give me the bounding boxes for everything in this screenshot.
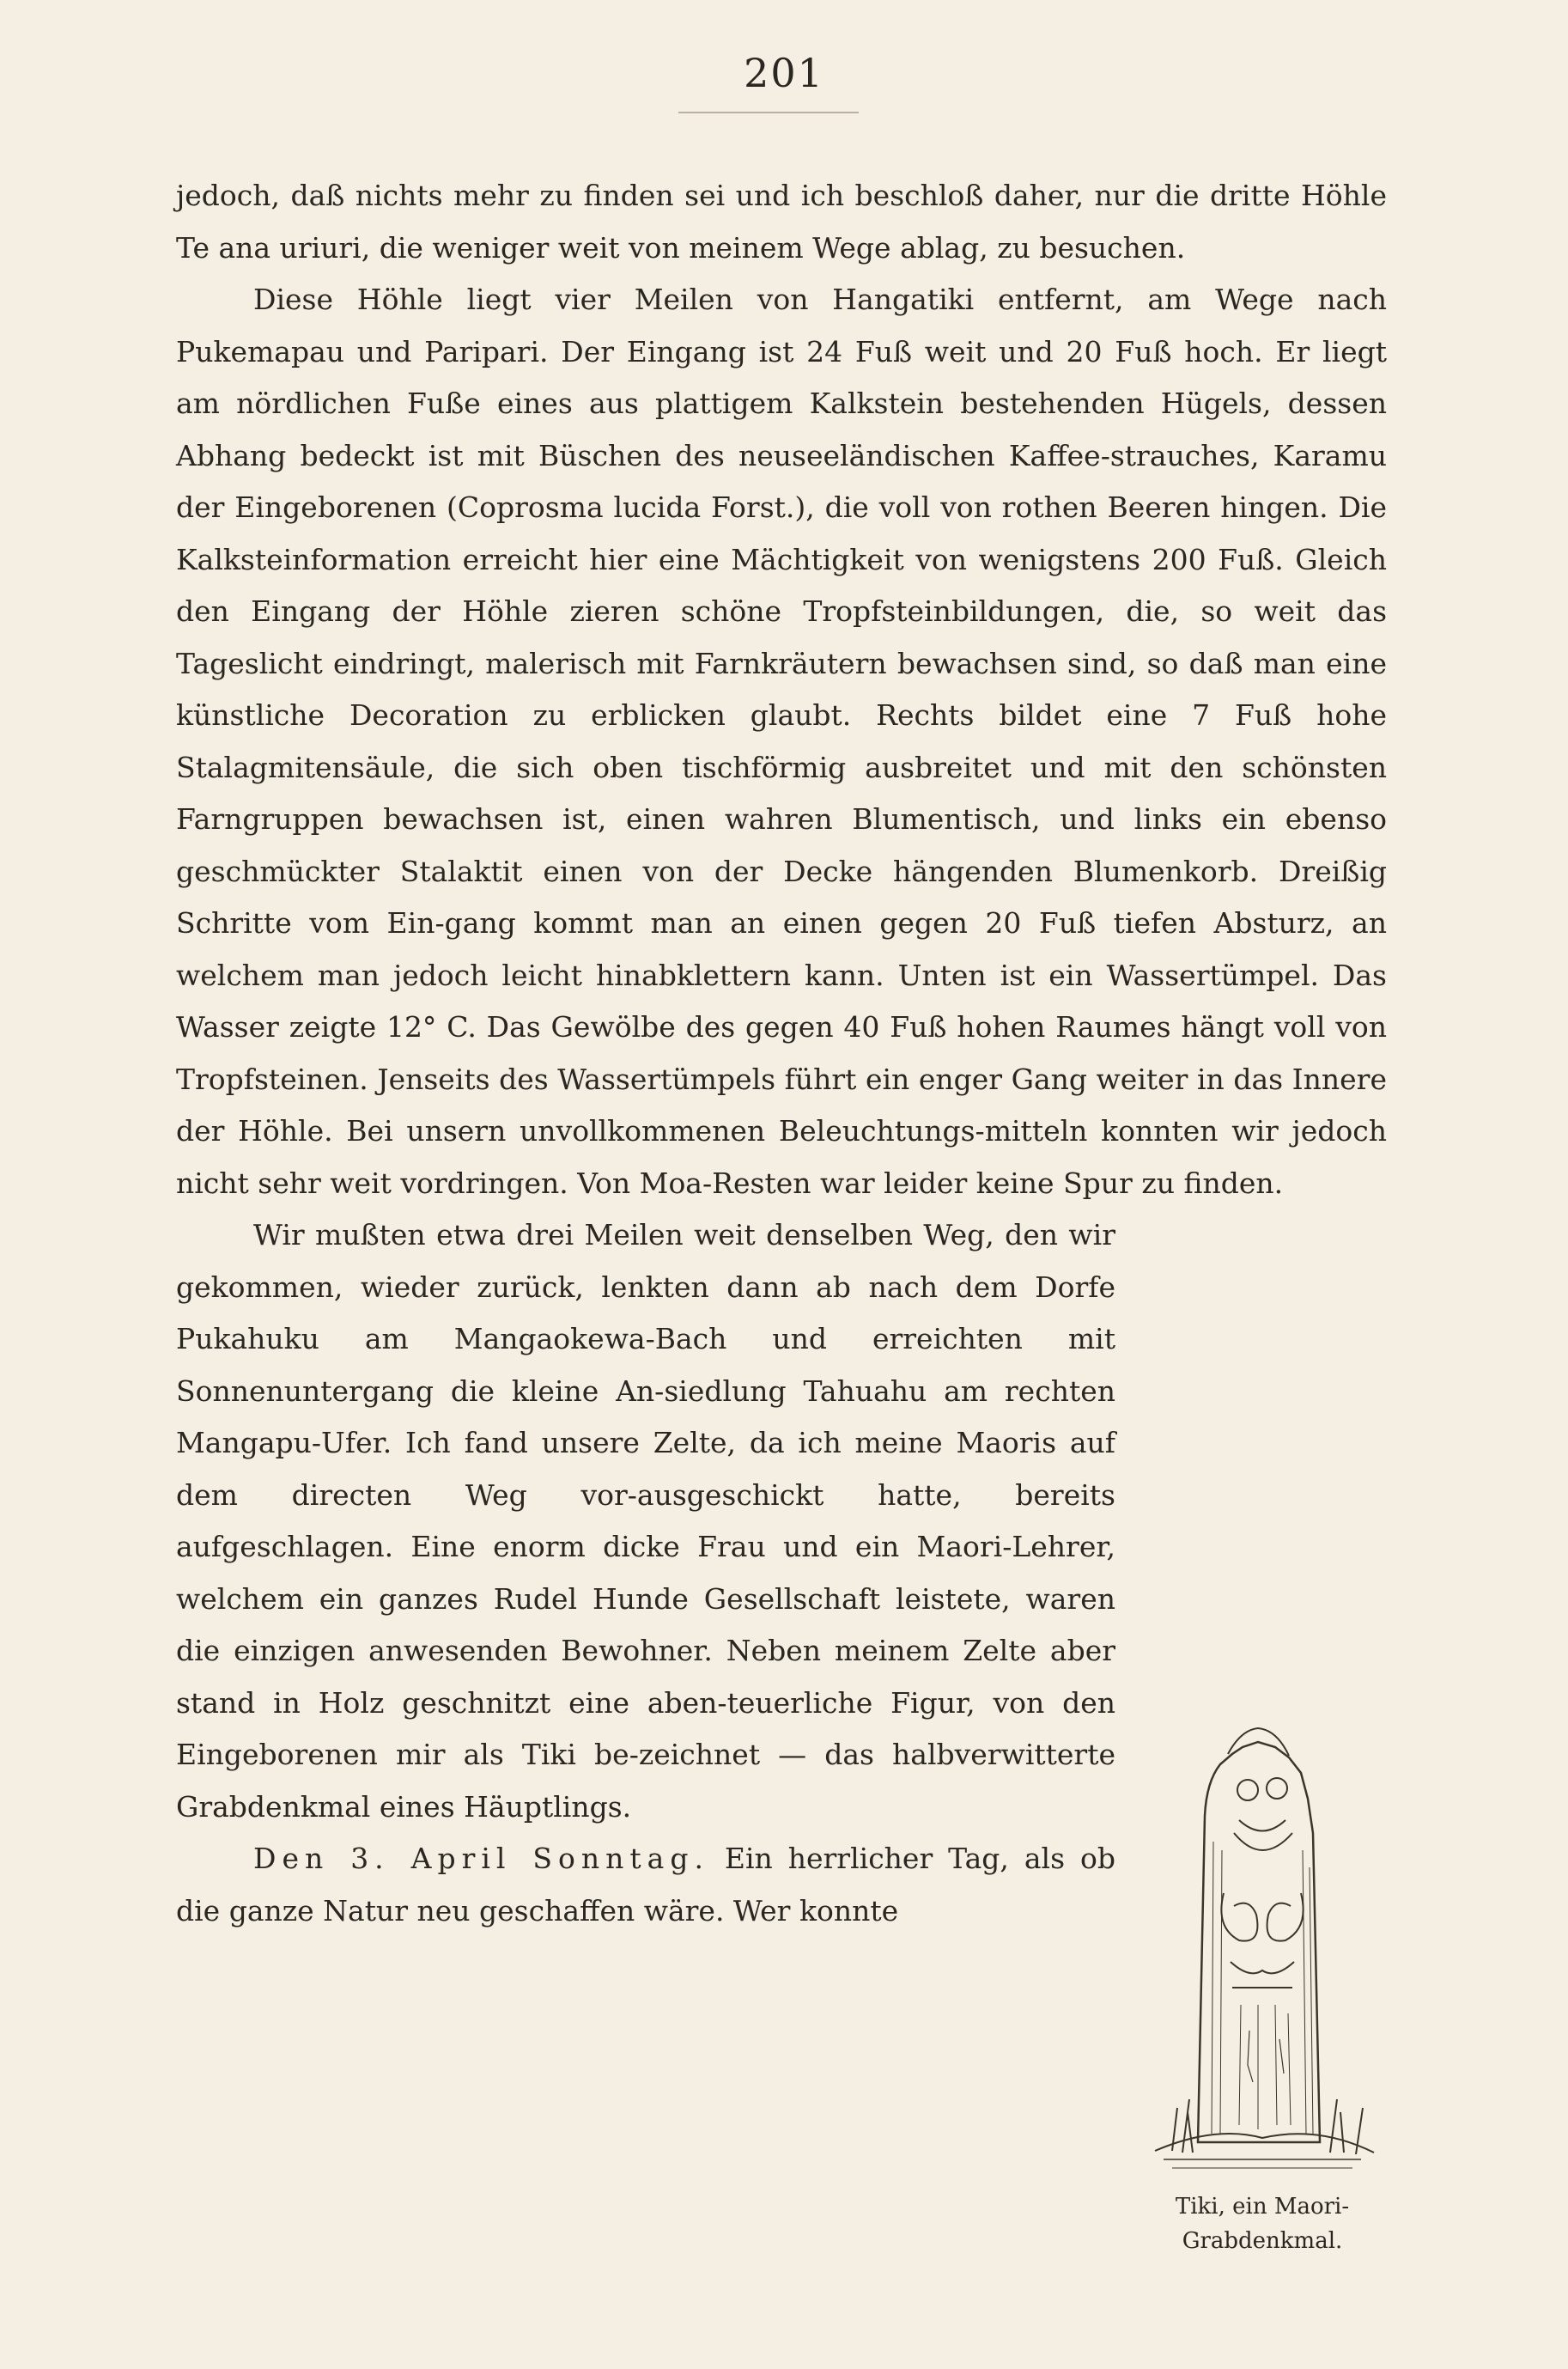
- page-number-rule: [678, 112, 859, 113]
- caption-line-1: Tiki, ein Maori-: [1175, 2194, 1350, 2220]
- tiki-illustration: [1138, 1215, 1387, 2228]
- page-number: 201: [744, 50, 824, 96]
- paragraph-4-text: Ein herrlicher Tag, als ob die ganze Natur neu geschaffen wäre. Wer konnte: [176, 1842, 1115, 1927]
- tiki-figure: [1138, 1215, 1387, 2357]
- caption-line-2: Grabdenkmal.: [1182, 2228, 1343, 2254]
- paragraph-3: Wir mußten etwa drei Meilen weit denselben Weg, den wir gekommen, wieder zurück, lenkten dann ab nach dem Dorfe Pukahuku am Mangaokewa-Bach und erreichten mit Sonnenuntergang die kleine An-siedlung Tahuahu am rechten Mangapu-Ufer. Ich fand unsere Zelte, da ich meine Maoris auf dem directen Weg vor-ausgeschickt hatte, bereits aufgeschlagen. Eine enorm dicke Frau und ein Maori-Lehrer, welchem ein ganzes Rudel Hunde Gesellschaft leistete, waren die einzigen anwesenden Bewohner. Neben meinem Zelte aber stand in Holz geschnitzt eine aben-teuerliche Figur, von den Eingeborenen mir als Tiki be-zeichnet — das halbverwitterte Grabdenkmal eines Häuptlings.: [176, 1218, 1115, 1824]
- figure-caption: [1138, 2189, 1387, 2258]
- paragraph-1: jedoch, daß nichts mehr zu finden sei und ich beschloß daher, nur die dritte Höhle Te ana uriuri, die weniger weit von meinem Wege ablag, zu besuchen.: [176, 179, 1387, 265]
- paragraph-2: Diese Höhle liegt vier Meilen von Hangatiki entfernt, am Wege nach Pukemapau und Paripari. Der Eingang ist 24 Fuß weit und 20 Fuß hoch. Er liegt am nördlichen Fuße eines aus plattigem Kalkstein bestehenden Hügels, dessen Abhang bedeckt ist mit Büschen des neuseeländischen Kaffee-strauches, Karamu der Eingeborenen (Coprosma lucida Forst.), die voll von rothen Beeren hingen. Die Kalksteinformation erreicht hier eine Mächtigkeit von wenigstens 200 Fuß. Gleich den Eingang der Höhle zieren schöne Tropfsteinbildungen, die, so weit das Tageslicht eindringt, malerisch mit Farnkräutern bewachsen sind, so daß man eine künstliche Decoration zu erblicken glaubt. Rechts bildet eine 7 Fuß hohe Stalagmitensäule, die sich oben tischförmig ausbreitet und mit den schönsten Farngruppen bewachsen ist, einen wahren Blumentisch, und links ein ebenso geschmückter Stalaktit einen von der Decke hängenden Blumenkorb. Dreißig Schritte vom Ein-gang kommt man an einen gegen 20 Fuß tiefen Absturz, an welchem man jedoch leicht hinabklettern kann. Unten ist ein Wassertümpel. Das Wasser zeigte 12° C. Das Gewölbe des gegen 40 Fuß hohen Raumes hängt voll von Tropfsteinen. Jenseits des Wassertümpels führt ein enger Gang weiter in das Innere der Höhle. Bei unsern unvollkommenen Beleuchtungs-mitteln konnten wir jedoch nicht sehr weit vordringen. Von Moa-Resten war leider keine Spur zu finden.: [176, 283, 1387, 1200]
- diary-date: Den 3. April Sonntag.: [253, 1842, 709, 1875]
- body-text: [176, 170, 1387, 2357]
